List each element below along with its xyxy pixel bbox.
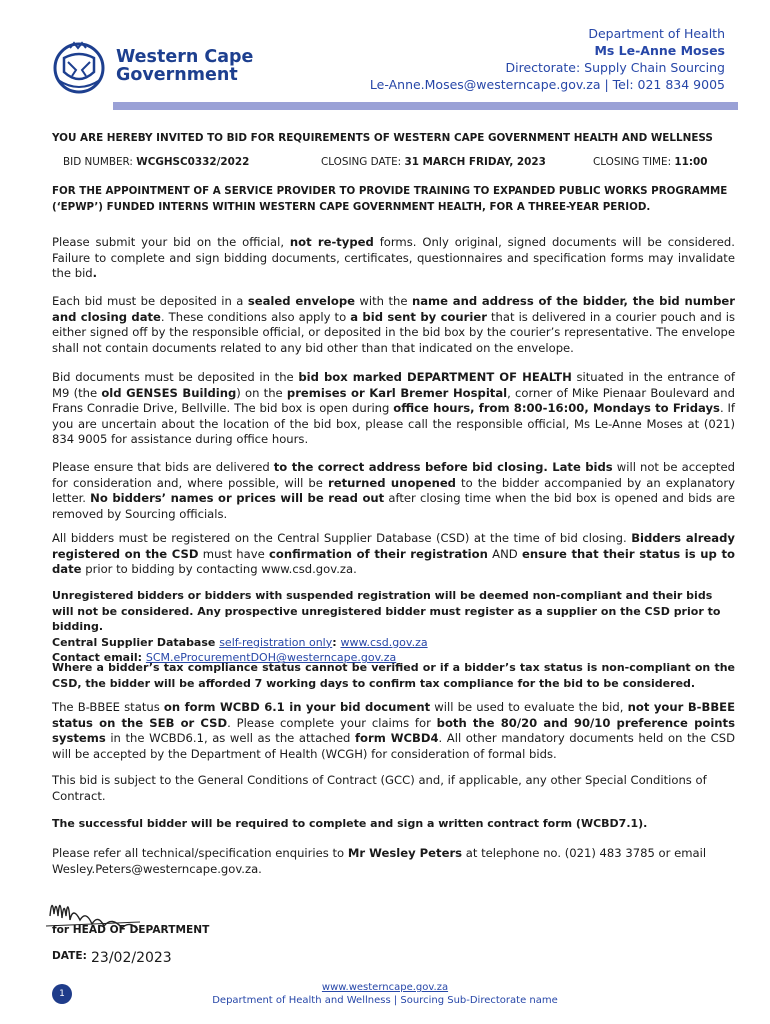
org-name-line2: Government <box>116 65 238 85</box>
paragraph-enquiries: Please refer all technical/specification enquiries to Mr Wesley Peters at telephone no. (021) 483 3785 or email Wesley.Peters@westerncape.gov.za. <box>52 846 707 876</box>
org-name-line1: Western Cape <box>116 47 254 67</box>
tender-title-line1: FOR THE APPOINTMENT OF A SERVICE PROVIDER TO PROVIDE TRAINING TO EXPANDED PUBLIC WORKS PROGRAMME <box>52 185 728 197</box>
date-value: 23/02/2023 <box>91 950 172 966</box>
paragraph-gcc: This bid is subject to the General Conditions of Contract (GCC) and, if applicable, any other Special Conditions of Contract. <box>52 773 707 803</box>
closing-date <box>321 156 546 168</box>
paragraph-contract-form: The successful bidder will be required to complete and sign a written contract form (WCBD7.1). <box>52 817 648 830</box>
closing-time-label: CLOSING TIME: <box>593 156 675 168</box>
bid-number <box>63 156 249 168</box>
paragraph-sealed-envelope: Each bid must be deposited in a sealed envelope with the name and address of the bidder, the bid number and closing date. These conditions also apply to a bid sent by courier that is delivered in a courier pouch and is either signed off by the responsible official, or deposited in the bid box by the courier’s representative. The envelope shall not contain documents related to any bid other than that indicated on the envelope. <box>52 294 735 355</box>
paragraph-delivery: Please ensure that bids are delivered to the correct address before bid closing. Late bids will not be accepted for consideration and, where possible, will be returned unopened to the bidder accompanied by an explanatory letter. No bidders’ names or prices will be read out after closing time when the bid box is opened and bids are removed by Sourcing officials. <box>52 460 735 521</box>
paragraph-bid-box: Bid documents must be deposited in the bid box marked DEPARTMENT OF HEALTH situated in the entrance of M9 (the old GENSES Building) on the premises or Karl Bremer Hospital, corner of Mike Pienaar Boulevard and Frans Conradie Drive, Bellville. The bid box is open during office hours, from 8:00-16:00, Mondays to Fridays. If you are uncertain about the location of the bid box, please call the responsible official, Ms Le-Anne Moses at (021) 834 9005 for assistance during office hours. <box>52 370 735 447</box>
closing-time-value: 11:00 <box>674 156 708 168</box>
tender-title-line2: (‘EPWP’) FUNDED INTERNS WITHIN WESTERN CAPE GOVERNMENT HEALTH, FOR A THREE-YEAR PERIOD. <box>52 200 651 213</box>
directorate: Directorate: Supply Chain Sourcing <box>505 60 725 75</box>
invitation-heading: YOU ARE HEREBY INVITED TO BID FOR REQUIREMENTS OF WESTERN CAPE GOVERNMENT HEALTH AND WELLNESS <box>52 132 713 144</box>
page-number-badge: 1 <box>52 984 72 1004</box>
contact-block <box>370 25 725 93</box>
contact-email-link[interactable]: SCM.eProcurementDOH@westerncape.gov.za <box>145 651 397 665</box>
closing-date-label: CLOSING DATE: <box>321 156 405 168</box>
contact-name: Ms Le-Anne Moses <box>594 43 725 58</box>
paragraph-official-forms: Please submit your bid on the official, not re-typed forms. Only original, signed documents will be considered. Failure to complete and sign bidding documents, certificates, questionnaires and specification forms may invalidate the bid. <box>52 235 735 281</box>
footer-line: Department of Health and Wellness | Sourcing Sub-Directorate name <box>212 995 558 1006</box>
date-label: DATE: <box>52 950 87 962</box>
contact-line: Le-Anne.Moses@westerncape.gov.za | Tel: 021 834 9005 <box>369 77 725 92</box>
header-rule <box>113 102 738 110</box>
bid-number-label: BID NUMBER: <box>63 156 137 168</box>
coat-of-arms-icon <box>50 40 112 94</box>
closing-time <box>593 156 707 168</box>
footer-website-link[interactable]: www.westerncape.gov.za <box>321 982 449 993</box>
tender-title <box>52 184 735 215</box>
for-head-of-department: for HEAD OF DEPARTMENT <box>52 924 210 936</box>
paragraph-unregistered: Unregistered bidders or bidders with suspended registration will be deemed non-compliant and their bids will not be considered. Any prospective unregistered bidder must register as a supplier on the CSD prior to bidding. Central Supplier Database self-registration only: www.csd.gov.za Contact email: SCM.eProcurementDOH@westerncape.gov.za <box>52 589 721 665</box>
wcg-logo <box>50 40 255 94</box>
paragraph-csd-registration: All bidders must be registered on the Central Supplier Database (CSD) at the time of bid closing. Bidders already registered on the CSD must have confirmation of their registration AND ensure that their status is up to date prior to bidding by contacting www.csd.gov.za. <box>52 531 735 577</box>
csd-website-link[interactable]: www.csd.gov.za <box>340 635 428 649</box>
paragraph-bbbee: The B-BBEE status on form WCBD 6.1 in your bid document will be used to evaluate the bid, not your B-BBEE status on the SEB or CSD. Please complete your claims for both the 80/20 and 90/10 preference points systems in the WCBD6.1, as well as the attached form WCBD4. All other mandatory documents held on the CSD will be accepted by the Department of Health (WCGH) for consideration of formal bids. <box>52 700 736 761</box>
bid-number-value: WCGHSC0332/2022 <box>136 156 250 168</box>
csd-self-registration-link[interactable]: self-registration only <box>219 635 333 649</box>
paragraph-tax-compliance: Where a bidder’s tax compliance status cannot be verified or if a bidder’s tax status is non-compliant on the CSD, the bidder will be afforded 7 working days to confirm tax compliance for the bid to be considered. <box>52 661 735 690</box>
org-name <box>116 48 253 84</box>
closing-date-value: 31 MARCH FRIDAY, 2023 <box>404 156 546 168</box>
department-name: Department of Health <box>588 26 725 41</box>
